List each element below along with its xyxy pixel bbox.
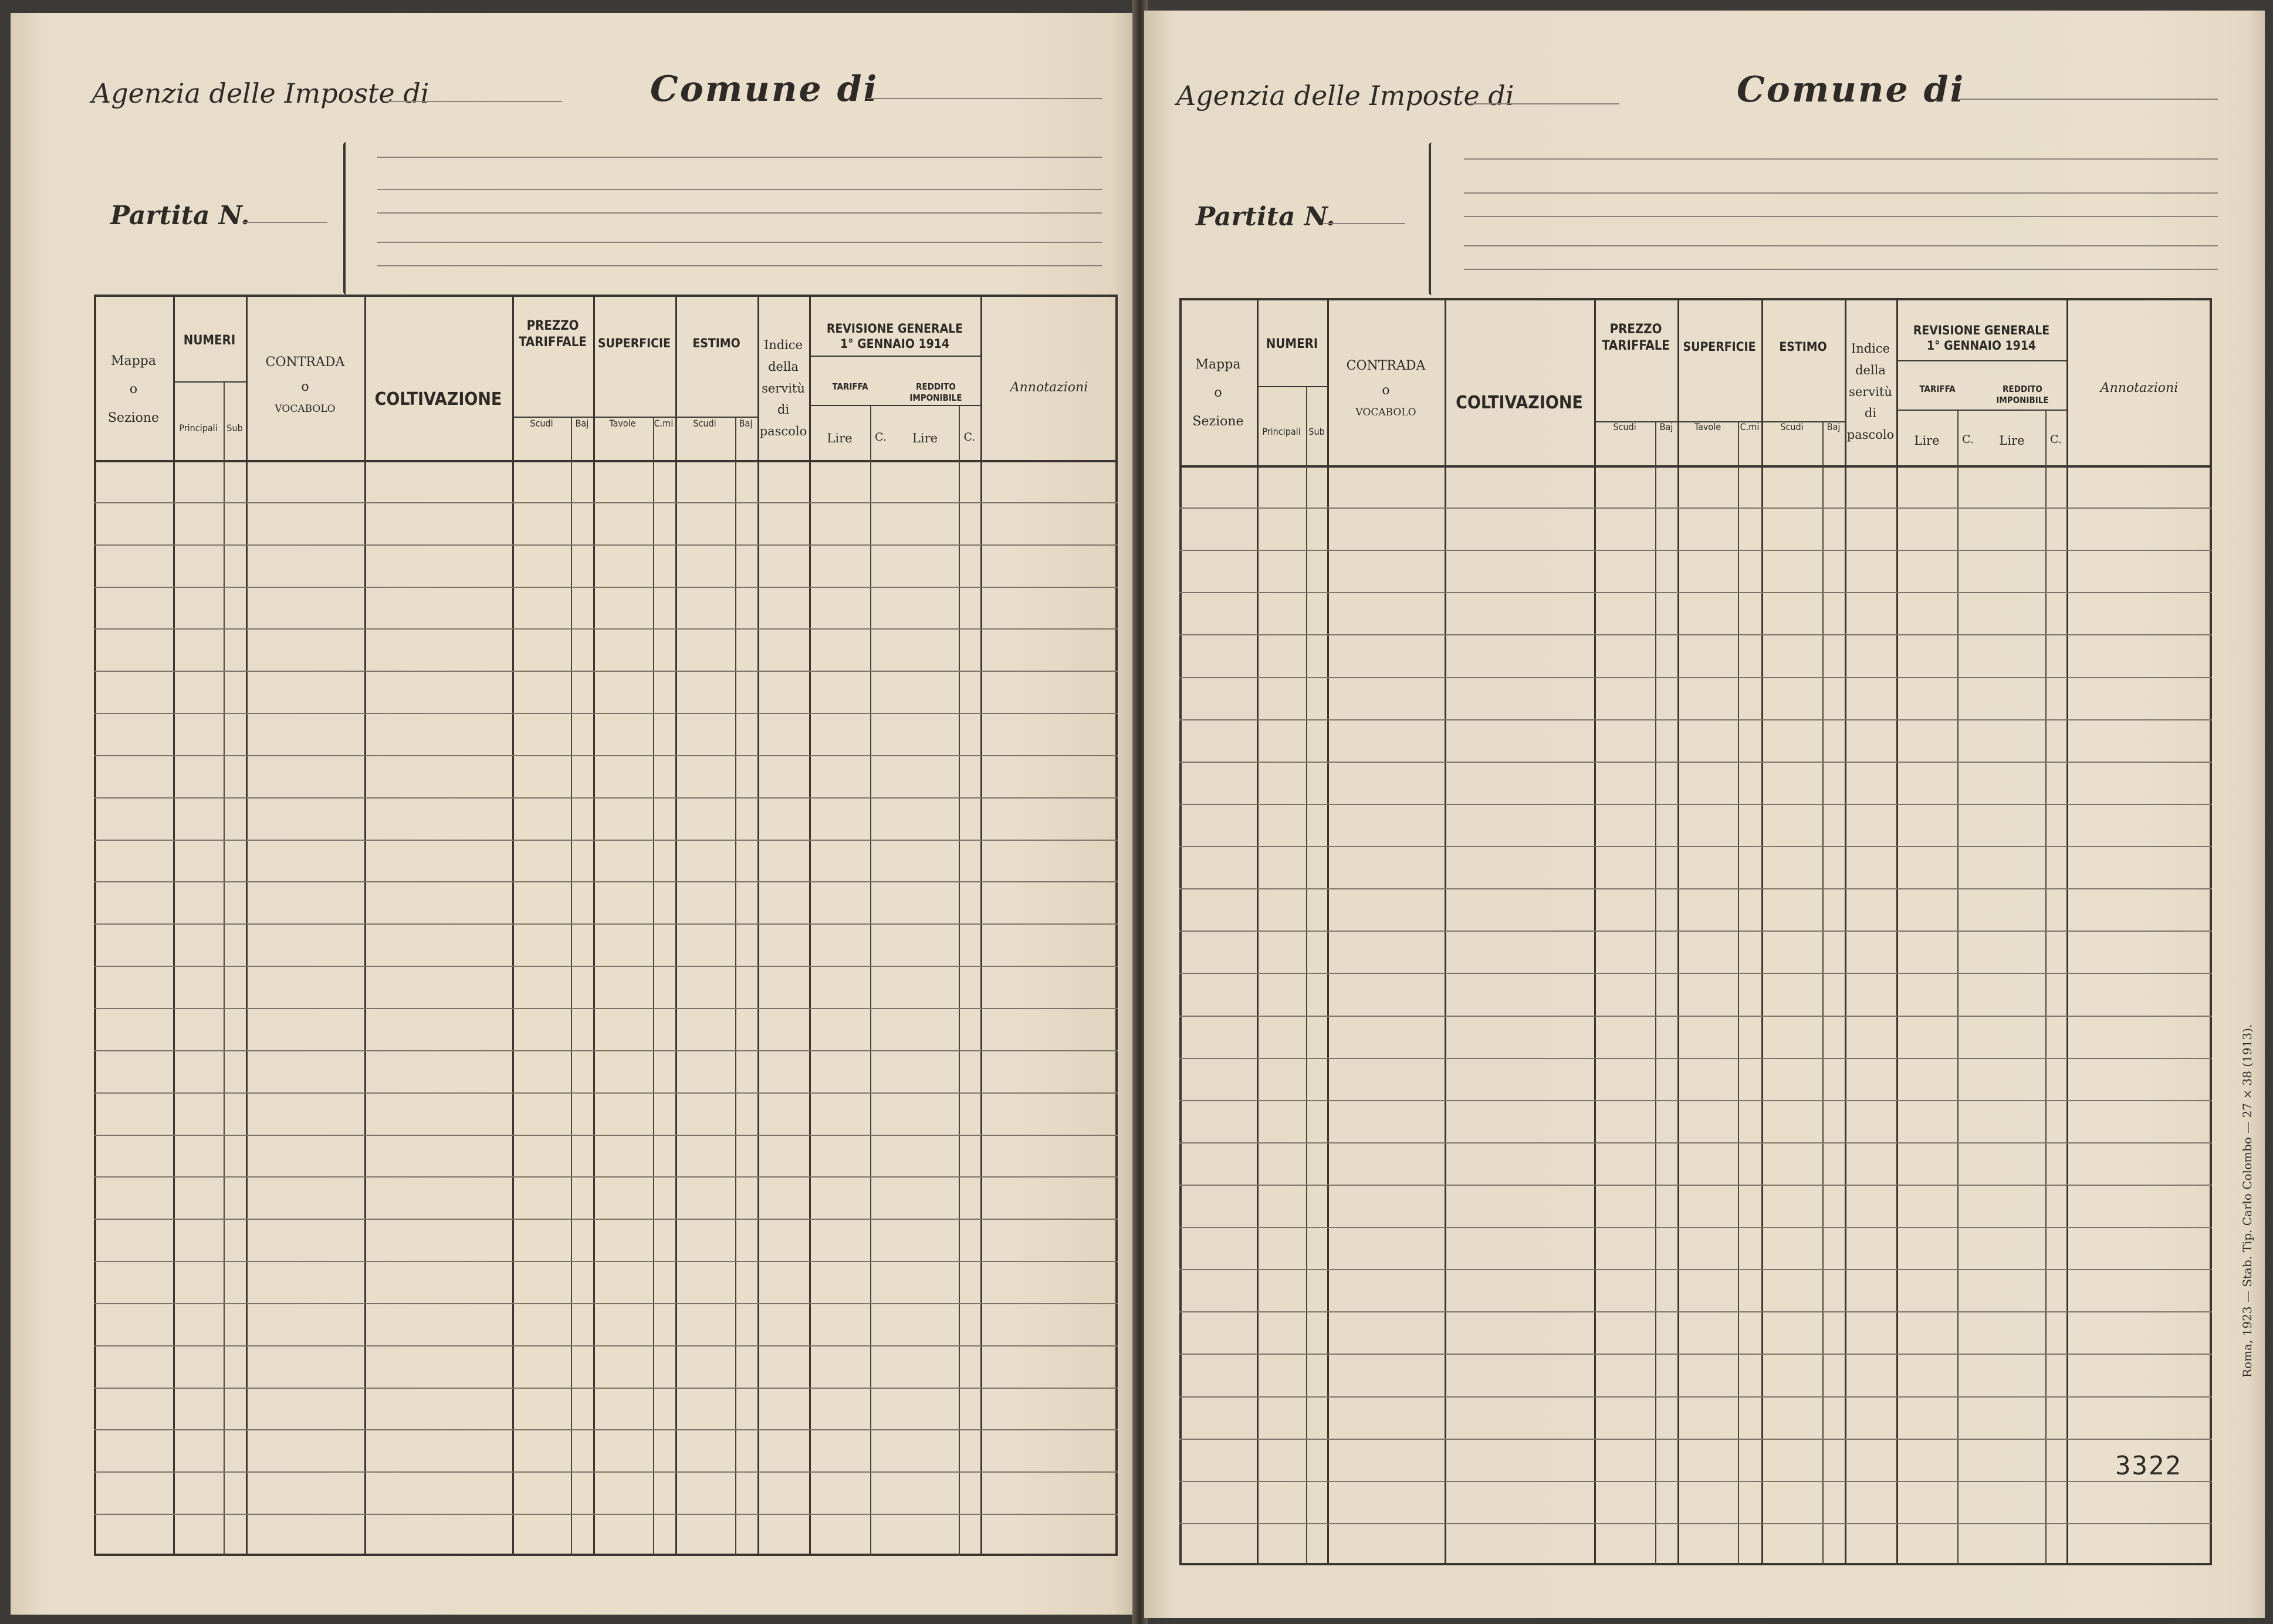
partita-label: Partita N.: [1196, 202, 1335, 232]
address-line-4: [1464, 245, 2218, 246]
col-sub: Sub: [1308, 426, 1325, 437]
table-header-subrule: [1896, 410, 2066, 411]
col-revisione-line2: 1° GENNAIO 1914: [840, 337, 950, 351]
col-estimo-scudi: Scudi: [1780, 421, 1804, 432]
table-header-subrule: [1896, 360, 2066, 361]
table-header-rule: [1179, 465, 2212, 468]
table-row-rule: [1179, 592, 2212, 593]
table-row-rule: [94, 1345, 1118, 1346]
table-row-rule: [94, 713, 1118, 714]
col-estimo-baj: Baj: [739, 418, 753, 429]
table-column-rule: [809, 295, 811, 1556]
col-indice-line1: Indice: [1851, 341, 1890, 356]
col-estimo: ESTIMO: [692, 336, 740, 350]
col-indice: [757, 334, 809, 442]
table-row-rule: [1179, 1481, 2212, 1482]
col-reddito-lire: Lire: [912, 431, 938, 445]
table-row-rule: [94, 881, 1118, 882]
col-reddito-lire: Lire: [1999, 434, 2025, 448]
left-page: [11, 13, 1137, 1615]
col-reddito: REDDITO IMPONIBILE: [909, 381, 962, 403]
table-row-rule: [1179, 888, 2212, 889]
col-coltivazione: COLTIVAZIONE: [1456, 393, 1583, 413]
col-annotazioni: Annotazioni: [2100, 381, 2179, 395]
col-prezzo-baj: Baj: [1659, 421, 1673, 432]
agenzia-line: [386, 101, 562, 102]
address-line-1: [377, 157, 1102, 158]
table-subcolumn-rule: [1957, 410, 1959, 1565]
table-row-rule: [1179, 634, 2212, 635]
col-indice-line2: della: [1855, 363, 1886, 377]
col-reddito: REDDITO IMPONIBILE: [1996, 384, 2049, 405]
col-revisione-line1: REVISIONE GENERALE: [1913, 323, 2050, 337]
table-row-rule: [94, 1008, 1118, 1009]
col-cmi: C.mi: [1740, 421, 1760, 432]
col-indice-line4: di: [1864, 406, 1877, 421]
agenzia-line: [1470, 103, 1619, 104]
table-row-rule: [94, 671, 1118, 672]
table-row-rule: [94, 797, 1118, 799]
col-tariffa: TARIFFA: [832, 381, 868, 392]
table-row-rule: [1179, 719, 2212, 720]
col-sub: Sub: [226, 422, 243, 434]
table-row-rule: [1179, 762, 2212, 763]
col-indice-line3: servitù: [1849, 384, 1892, 399]
table-row-rule: [94, 966, 1118, 967]
col-revisione-line2: 1° GENNAIO 1914: [1926, 339, 2037, 353]
table-row-rule: [94, 1514, 1118, 1515]
table-column-rule: [512, 295, 514, 1556]
col-prezzo-scudi: Scudi: [1613, 421, 1636, 432]
col-estimo: ESTIMO: [1779, 340, 1827, 354]
table-row-rule: [94, 502, 1118, 503]
table-row-rule: [94, 544, 1118, 546]
right-page: [1144, 11, 2265, 1618]
col-revisione-line1: REVISIONE GENERALE: [826, 322, 963, 336]
col-mappa-line3: Sezione: [107, 410, 160, 425]
table-column-rule: [675, 295, 677, 1556]
col-contrada-line1: CONTRADA: [1346, 358, 1426, 373]
header-brace: [1429, 143, 1435, 295]
agenzia-label: Agenzia delle Imposte di: [1176, 80, 1514, 111]
table-row-rule: [1179, 1016, 2212, 1017]
address-line-2: [377, 189, 1102, 190]
table-row-rule: [1179, 1269, 2212, 1270]
col-prezzo: [512, 318, 593, 350]
comune-line: [867, 98, 1102, 99]
col-prezzo-scudi: Scudi: [530, 418, 553, 429]
table-header-subrule: [1257, 386, 1327, 387]
table-row-rule: [1179, 1058, 2212, 1059]
table-row-rule: [1179, 1354, 2212, 1355]
table-row-rule: [94, 1176, 1118, 1178]
col-numeri: NUMERI: [183, 333, 236, 348]
col-tariffa-c: C.: [875, 431, 887, 444]
table-header-subrule: [173, 381, 246, 383]
col-estimo-scudi: Scudi: [693, 418, 716, 429]
col-mappa-line1: Mappa: [111, 354, 156, 368]
table-row-rule: [94, 587, 1118, 588]
table-row-rule: [1179, 1142, 2212, 1143]
col-contrada-line3: VOCABOLO: [1355, 406, 1416, 418]
comune-label: Comune di: [650, 69, 879, 110]
col-annotazioni: Annotazioni: [1010, 380, 1088, 395]
comune-line: [1960, 99, 2218, 100]
table-row-rule: [94, 840, 1118, 841]
col-revisione: [1896, 323, 2066, 354]
table-row-rule: [1179, 508, 2212, 509]
table-row-rule: [94, 1261, 1118, 1262]
table-row-rule: [94, 1388, 1118, 1389]
col-contrada-line1: CONTRADA: [265, 355, 345, 370]
col-mappa: [1179, 351, 1257, 436]
address-line-1: [1464, 158, 2218, 160]
table-row-rule: [94, 1135, 1118, 1136]
col-principali: Principali: [1262, 426, 1301, 437]
col-indice-line5: pascolo: [1846, 428, 1895, 442]
table-row-rule: [94, 1429, 1118, 1430]
table-row-rule: [1179, 804, 2212, 805]
col-tariffa: TARIFFA: [1919, 384, 1956, 394]
col-indice-line5: pascolo: [759, 424, 807, 438]
table-header-subrule: [1594, 421, 1845, 422]
table-column-rule: [980, 295, 982, 1556]
col-indice: [1845, 338, 1896, 446]
table-row-rule: [94, 923, 1118, 925]
table-row-rule: [1179, 1396, 2212, 1398]
comune-label: Comune di: [1737, 69, 1966, 110]
col-contrada: [1327, 354, 1445, 422]
address-line-4: [377, 242, 1102, 243]
table-header-subrule: [809, 356, 980, 357]
table-column-rule: [757, 295, 759, 1556]
table-row-rule: [1179, 1100, 2212, 1101]
col-prezzo-line2: TARIFFALE: [519, 334, 587, 350]
header-brace: [343, 142, 349, 295]
partita-line: [242, 222, 327, 223]
page-number-stamp: 3322: [2115, 1451, 2182, 1481]
address-line-5: [1464, 269, 2218, 270]
col-revisione: [809, 321, 980, 352]
table-subcolumn-rule: [959, 405, 960, 1556]
col-contrada-line2: o: [1382, 383, 1390, 398]
col-reddito-c: C.: [2050, 433, 2062, 446]
table-row-rule: [1179, 1311, 2212, 1312]
agenzia-label: Agenzia delle Imposte di: [92, 77, 429, 109]
col-mappa-line1: Mappa: [1195, 357, 1241, 372]
table-header-subrule: [809, 405, 980, 406]
table-subcolumn-rule: [224, 381, 225, 1556]
table-subcolumn-rule: [870, 405, 871, 1556]
table-header-subrule: [512, 417, 759, 418]
table-row-rule: [94, 1219, 1118, 1220]
col-tariffa-c: C.: [1962, 433, 1974, 446]
table-row-rule: [94, 755, 1118, 756]
col-tariffa-lire: Lire: [827, 431, 853, 445]
col-tariffa-lire: Lire: [1914, 434, 1940, 448]
table-column-rule: [246, 295, 248, 1556]
table-row-rule: [1179, 1523, 2212, 1524]
col-superficie: SUPERFICIE: [598, 336, 671, 350]
col-mappa-line2: o: [1214, 385, 1222, 401]
col-numeri: NUMERI: [1266, 337, 1318, 351]
col-prezzo: [1594, 322, 1677, 354]
address-line-3: [377, 212, 1102, 214]
table-column-rule: [173, 295, 175, 1556]
table-row-rule: [1179, 550, 2212, 551]
col-tavole: Tavole: [1694, 421, 1721, 432]
table-row-rule: [1179, 973, 2212, 974]
table-row-rule: [1179, 931, 2212, 932]
table-row-rule: [94, 1303, 1118, 1304]
table-row-rule: [1179, 1185, 2212, 1186]
col-mappa: [94, 347, 173, 432]
address-line-3: [1464, 216, 2218, 217]
col-prezzo-line1: PREZZO: [526, 319, 579, 333]
address-line-5: [377, 265, 1102, 266]
table-row-rule: [1179, 677, 2212, 678]
col-tavole: Tavole: [609, 418, 636, 429]
col-contrada-line3: VOCABOLO: [275, 402, 336, 415]
partita-label: Partita N.: [110, 201, 250, 231]
table-row-rule: [94, 1092, 1118, 1094]
col-prezzo-line2: TARIFFALE: [1602, 338, 1670, 353]
address-line-2: [1464, 192, 2218, 194]
col-indice-line2: della: [768, 359, 799, 374]
col-estimo-baj: Baj: [1826, 421, 1841, 432]
col-mappa-line3: Sezione: [1192, 414, 1244, 429]
col-prezzo-baj: Baj: [575, 418, 589, 429]
col-contrada: [246, 350, 364, 418]
table-column-rule: [593, 295, 595, 1556]
table-row-rule: [1179, 1227, 2212, 1228]
col-mappa-line2: o: [129, 382, 138, 397]
table-subcolumn-rule: [2045, 410, 2047, 1565]
partita-line: [1323, 223, 1405, 224]
col-principali: Principali: [179, 422, 218, 434]
printer-imprint: Roma, 1923 — Stab. Tip. Carlo Colombo — 27 × 38 (1913).: [2240, 1024, 2254, 1378]
table-row-rule: [1179, 846, 2212, 847]
table-row-rule: [1179, 1439, 2212, 1440]
col-indice-line1: Indice: [763, 338, 803, 352]
col-superficie: SUPERFICIE: [1683, 340, 1756, 354]
col-contrada-line2: o: [301, 379, 309, 394]
col-reddito-c: C.: [963, 431, 976, 444]
table-subcolumn-rule: [1306, 386, 1307, 1565]
col-coltivazione: COLTIVAZIONE: [374, 389, 502, 410]
col-indice-line3: servitù: [762, 381, 805, 395]
table-row-rule: [94, 1471, 1118, 1473]
table-row-rule: [94, 628, 1118, 630]
col-prezzo-line1: PREZZO: [1609, 322, 1662, 337]
table-column-rule: [364, 295, 366, 1556]
col-indice-line4: di: [777, 402, 790, 417]
table-row-rule: [94, 1050, 1118, 1051]
col-cmi: C.mi: [654, 418, 674, 429]
